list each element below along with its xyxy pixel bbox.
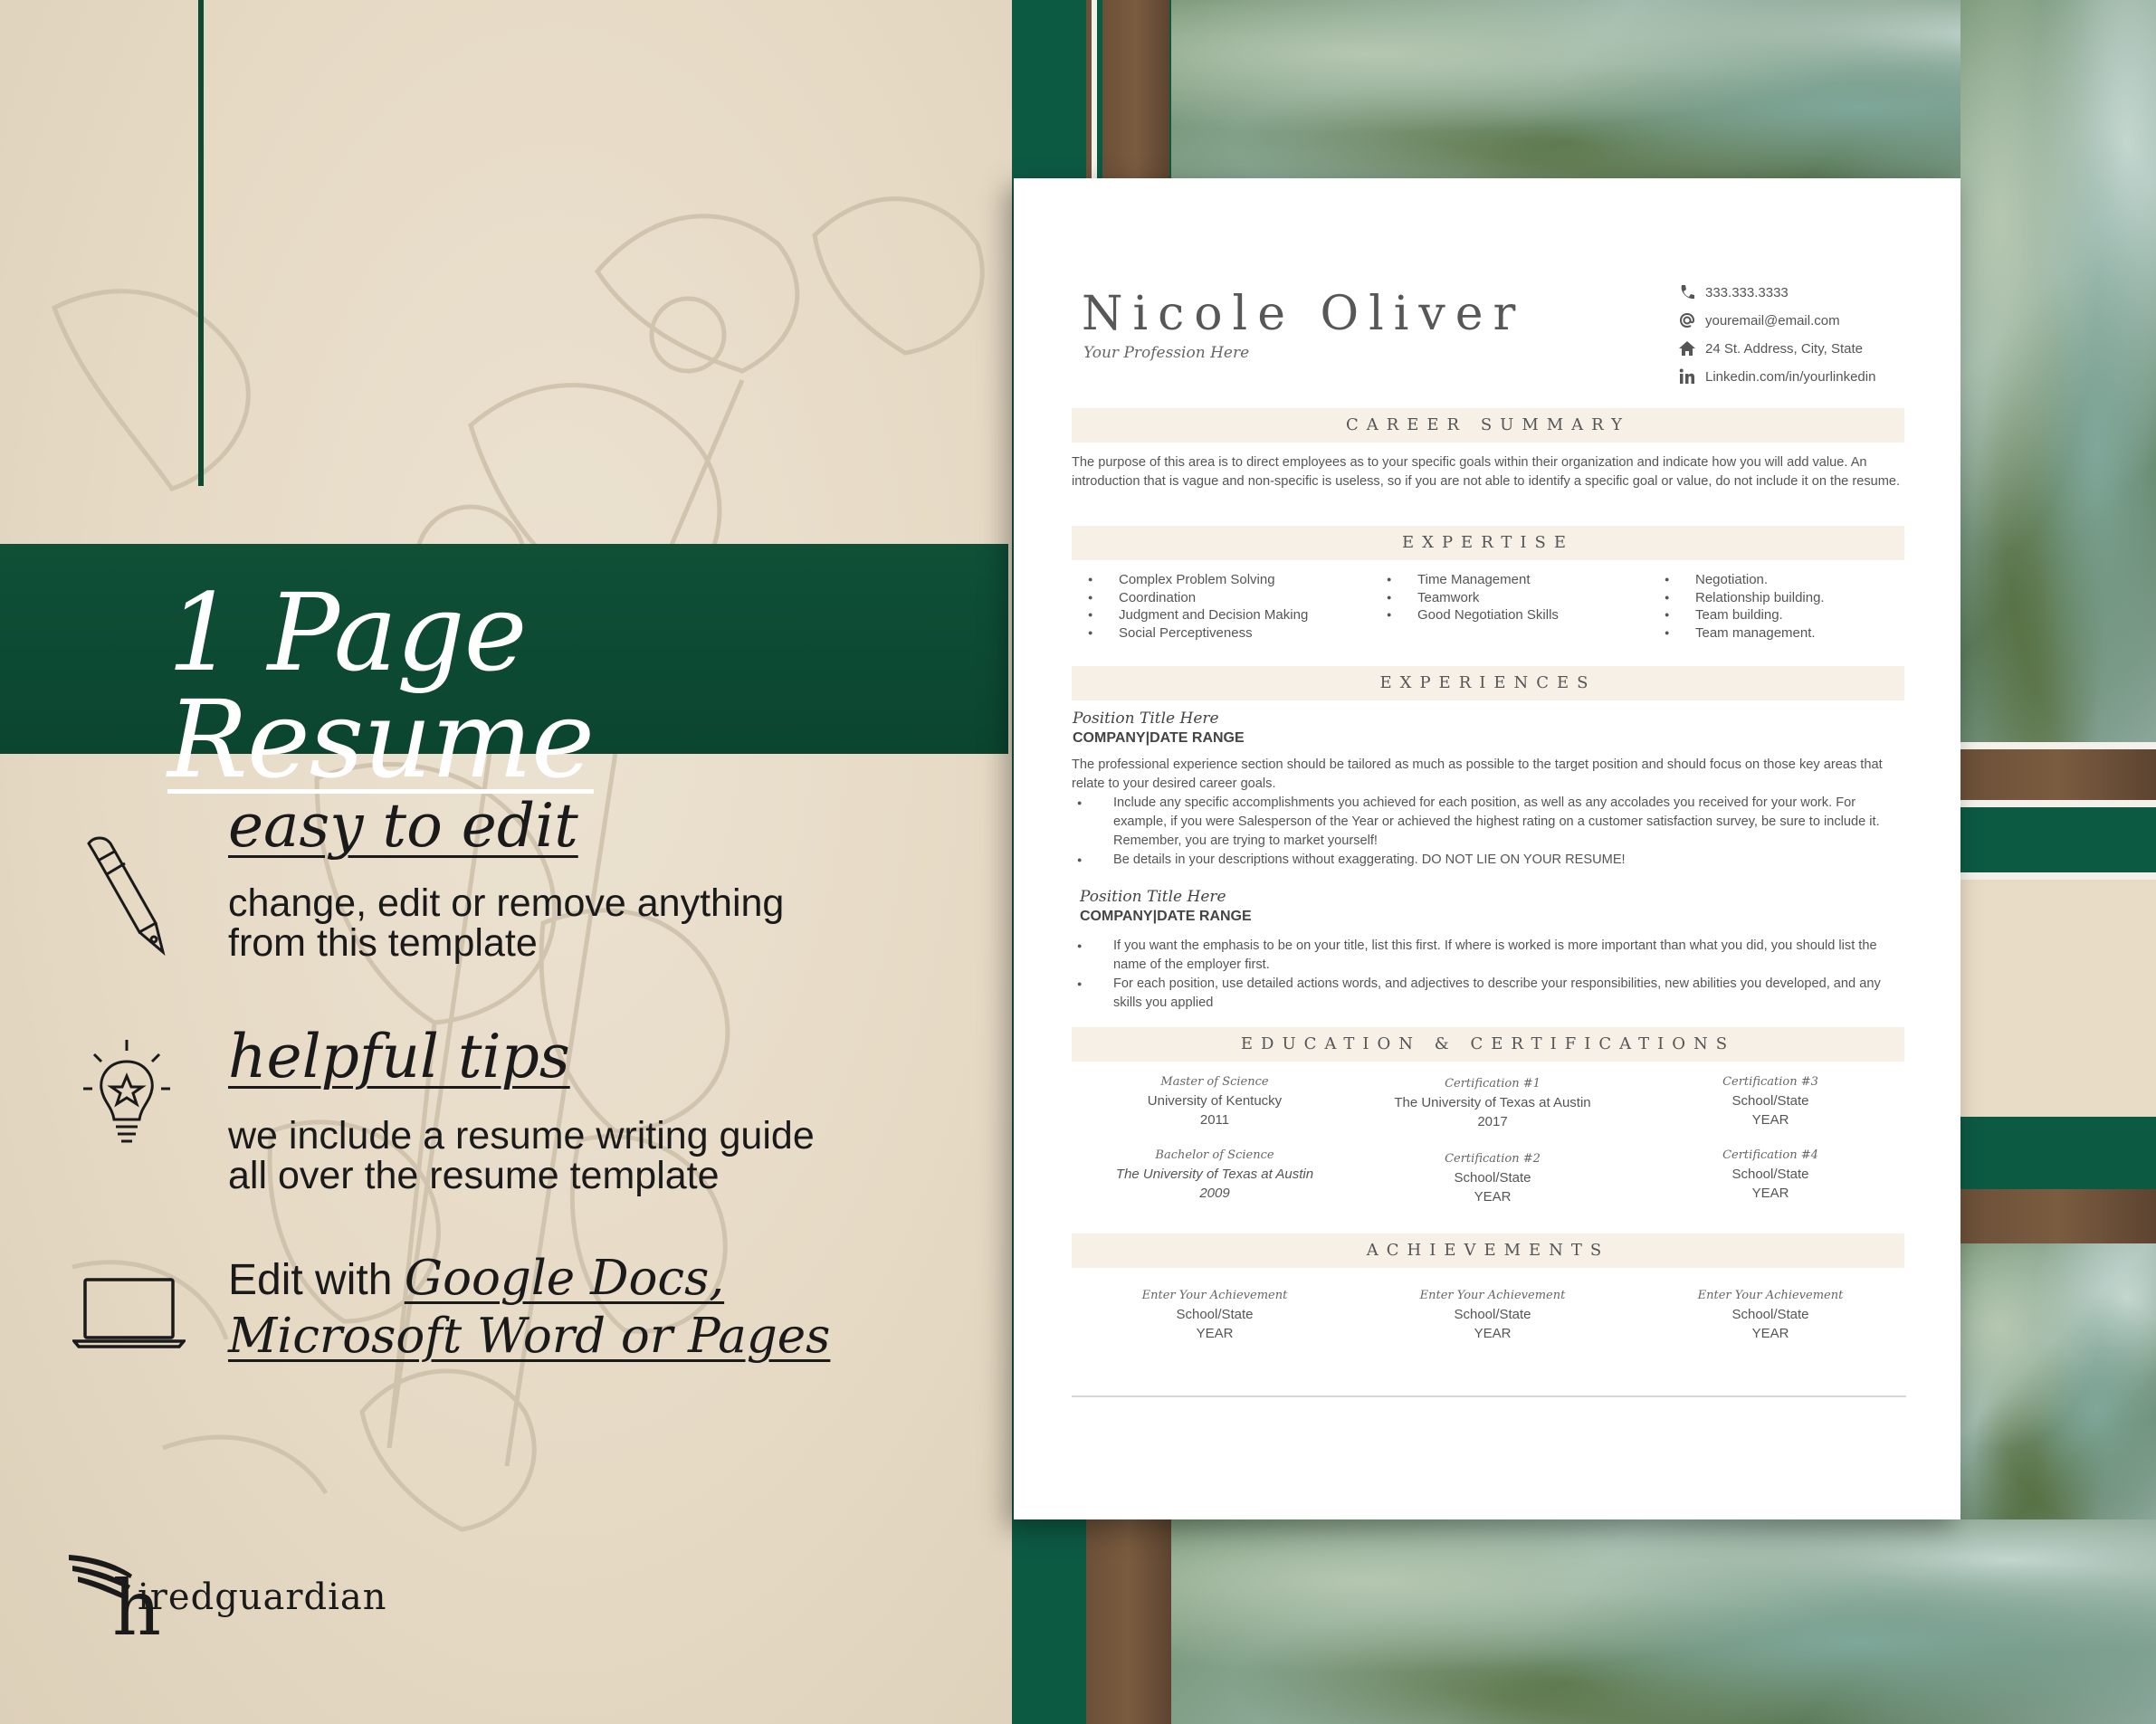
achievement-item: Enter Your Achievement School/State YEAR: [1419, 1289, 1566, 1341]
feature-heading-helpful-tips: helpful tips: [228, 1022, 570, 1091]
contact-phone: 333.333.3333: [1678, 283, 1789, 301]
feature-text-helpful-tips-1: we include a resume writing guide: [228, 1114, 815, 1157]
contact-email: youremail@email.com: [1678, 311, 1840, 329]
phone-icon: [1678, 283, 1696, 301]
edit-with-text: Edit with Google Docs, Microsoft Word or Pages: [228, 1251, 831, 1364]
brand-initial: h: [112, 1564, 162, 1647]
list-item: ● For each position, use detailed actions words, and adjectives to describe your responsibilities, new abilities you developed, and any skills you applied: [1077, 975, 1903, 1013]
pen-icon: [80, 833, 179, 959]
footer-divider: [1072, 1395, 1906, 1397]
resume-profession: Your Profession Here: [1083, 344, 1250, 362]
list-item: ● Coordination: [1088, 589, 1308, 607]
expertise-list-3: [1665, 571, 1825, 642]
education-item: Certification #3 School/State YEAR: [1722, 1075, 1818, 1128]
expertise-list-2: [1387, 571, 1559, 624]
feature-text-easy-edit-1: change, edit or remove anything: [228, 881, 785, 925]
section-experiences: EXPERIENCES: [1072, 666, 1904, 700]
list-item: ● Complex Problem Solving: [1088, 571, 1308, 589]
job-1-company: COMPANY|DATE RANGE: [1073, 730, 1245, 746]
list-item: ● Relationship building.: [1665, 589, 1825, 607]
home-icon: [1678, 339, 1696, 357]
job-1-desc: The professional experience section should be tailored as much as possible to the target position and should focus on those key areas that relate to your desired career goals.: [1072, 757, 1883, 791]
feature-text-easy-edit-2: from this template: [228, 921, 538, 965]
section-career-summary: CAREER SUMMARY: [1072, 408, 1904, 443]
resume-name: Nicole Oliver: [1082, 287, 1526, 341]
contact-address: 24 St. Address, City, State: [1678, 339, 1863, 357]
feature-text-helpful-tips-2: all over the resume template: [228, 1154, 720, 1197]
section-expertise: EXPERTISE: [1072, 526, 1904, 560]
promo-title: 1 Page Resume: [167, 570, 594, 802]
lightbulb-star-icon: [81, 1036, 172, 1145]
contact-linkedin: Linkedin.com/in/yourlinkedin: [1678, 367, 1875, 386]
linkedin-icon: [1678, 367, 1696, 386]
job-2-bullets: [1077, 937, 1903, 1013]
brand-name: iredguardian: [138, 1576, 387, 1618]
list-item: ● Good Negotiation Skills: [1387, 606, 1559, 624]
list-item: ● Teamwork: [1387, 589, 1559, 607]
job-2-company: COMPANY|DATE RANGE: [1080, 909, 1252, 924]
laptop-icon: [72, 1276, 186, 1348]
education-item: Certification #1 The University of Texas at Austin 2017: [1394, 1077, 1591, 1129]
list-item: ● Judgment and Decision Making: [1088, 606, 1308, 624]
list-item: ● Social Perceptiveness: [1088, 624, 1308, 643]
list-item: ● Team management.: [1665, 624, 1825, 643]
education-item: Master of Science University of Kentucky 2011: [1147, 1075, 1283, 1128]
expertise-list-1: [1088, 571, 1308, 642]
promo-panel: [0, 0, 1012, 1724]
summary-text: The purpose of this area is to direct employees as to your specific goals within their organization and indicate how you will add value. An introduction that is vague and non-specific is useless, so if you are not able to identify a specific goal or value, do not include it on the resume.: [1072, 455, 1901, 489]
section-education: EDUCATION & CERTIFICATIONS: [1072, 1027, 1904, 1062]
job-2-title: Position Title Here: [1080, 888, 1226, 906]
education-item: Certification #2 School/State YEAR: [1445, 1152, 1541, 1205]
list-item: ● Negotiation.: [1665, 571, 1825, 589]
list-item: ● Team building.: [1665, 606, 1825, 624]
education-item: Certification #4 School/State YEAR: [1722, 1148, 1818, 1201]
achievement-item: Enter Your Achievement School/State YEAR: [1697, 1289, 1844, 1341]
job-1-title: Position Title Here: [1073, 710, 1219, 728]
list-item: ● Time Management: [1387, 571, 1559, 589]
at-icon: [1678, 311, 1696, 329]
achievement-item: Enter Your Achievement School/State YEAR: [1141, 1289, 1288, 1341]
section-achievements: ACHIEVEMENTS: [1072, 1233, 1904, 1268]
resume-page: [1014, 178, 1960, 1519]
education-item: Bachelor of Science The University of Texas at Austin 2009: [1115, 1148, 1314, 1201]
list-item: ● If you want the emphasis to be on your title, list this first. If where is worked is more important than what you did, you should list the name of the employer first.: [1077, 937, 1903, 975]
job-1-bullets: [1077, 794, 1903, 870]
feature-heading-easy-edit: easy to edit: [228, 791, 578, 861]
list-item: ● Include any specific accomplishments you achieved for each position, as well as any accolades you received for your work. For example, if you were Salesperson of the Year or achieved the highest rating on a customer satisfaction survey, be sure to include it. Remember, you are trying to market yourself!: [1077, 794, 1903, 851]
accent-line: [198, 0, 204, 486]
list-item: ● Be details in your descriptions without exaggerating. DO NOT LIE ON YOUR RESUME!: [1077, 851, 1903, 870]
